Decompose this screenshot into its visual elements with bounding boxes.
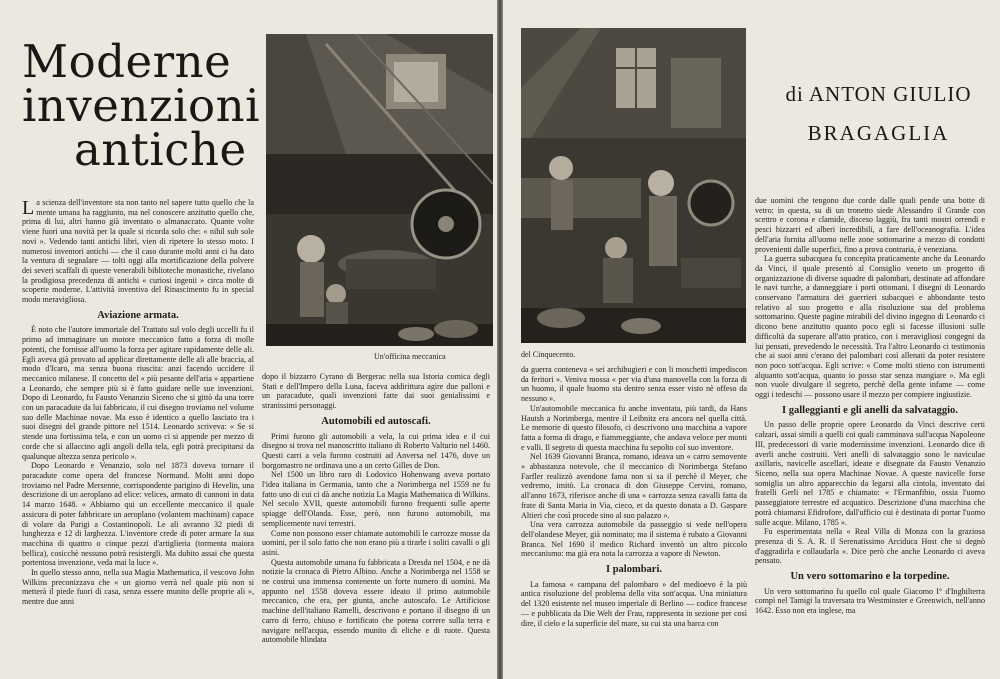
engraving-workshop-right <box>521 28 746 343</box>
text-column-3 <box>521 365 747 676</box>
paragraph: Un passo delle proprie opere Leonardo da Vinci descrive certi calzari, assai simili a quelli coi quali camminava sull'acqua Napoleone III, predecessori di varie modernissime invenzioni. Leonardo dice di averli anche costruiti. Veri anelli di salvataggio sono le naviculae axillaris, navicelle ascellari, ideate e disegnate da Fausto Venanzio Siceno, nella sua opera Machinae Novae. A queste navicelle forse somiglia un altro apparecchio da legarsi alla cintola, inventato dai fratelli Gerli nel 1785 e chiamato: « l'Ermanfibio, ossia l'uomo passeggiatore terrestre ed acquatico. Descrizione d'una macchina che potrà chiamarsi Efidrofore, dall'ufficio cui è destinata di portar l'uomo sulle acque. Milano, 1785 ». <box>755 420 985 527</box>
figure-caption-left: Un'officina meccanica <box>374 352 446 361</box>
left-page <box>0 0 497 679</box>
paragraph: Nel 1500 un libro raro di Lodovico Hohenwang aveva portato l'idea italiana in Germania, tanto che a Norimberga nel 1559 ne fu fatto uno di cui ci dà anche notizia La Magia Mathematica di Wilkins. Nel secolo XVII, queste automobili furono frequenti sulle aperte spiagge dell'Olanda. Esse, però, non furono automobili, ma semplicemente navi terrestri. <box>262 470 490 528</box>
paragraph: Primi furono gli automobili a vela, la cui prima idea e il cui disegno si trova nel manoscritto italiano di Roberto Valturio nel 1460. Questi carri a vela furono costruiti ad Anversa nel 1476, dove un borgomastro ne ordinava uno a un certo Gilles de Don. <box>262 431 490 470</box>
paragraph: a scienza dell'inventore sta non tanto nel sapere tutto quello che la mente umana ha raggiunto, ma nel conoscere anzitutto quello che, prima di lui, altri hanno già inventato o almanaccato. Quante volte viene fuori una novità per la quale si ricorda solo che: « nihil sub sole novi ». Vedendo tanti antichi libri, vien di ripetere lo stesso moto. I numerosi inventori antichi — che il caso durante molti anni ci ha dato la ventura di segnalare — tolti oggi alla mortificazione della polvere dei severi scaffali di queste venerabili biblioteche monastiche, rivelano la prodigiosa precedenza di antichi « curiosi ingenii » circa molte di scoperte moderne. L'attività inventiva del Rinascimento fu in special modo meravigliosa. <box>22 198 254 305</box>
section-heading: I palombari. <box>605 564 662 576</box>
paragraph: Dopo Leonardo e Venanzio, solo nel 1873 doveva tornare il paracadute come opera del francese Normand. Molti anni dopo troviamo nel Padre Mersenne, corrispondente parigino di Hevelin, una descrizione di un aeroplano ad elice: velices, armato di cannoni in data 14 marzo 1648. « Abbiamo qui un eccellente meccanico il quale assicura di poter fabbricare un aeroplano (volantem machinam) capace di volare da Parigi a Costantinopoli. Le ali avranno 32 piedi di lunghezza e 12 di larghezza. L'inventore crede di poter armare la sua macchina di quattro o cinque pezzi d'artiglieria (tormenta maiora bellica), cosicchè nessuno potrà resistergli. Ma dubito assai che questa portentosa invenzione, veda mai la luce ». <box>22 461 254 568</box>
section-heading: I galleggianti e gli anelli da salvataggio. <box>782 404 958 416</box>
article-title <box>22 35 262 176</box>
paragraph: È noto che l'autore immortale del Trattato sul volo degli uccelli fu il primo ad immaginare un motore meccanico fatto a forza di molle potenti, che fornisse all'uomo la forza per agitare rapidamente delle ali. Egli aveva già provato ad applicar direttamente delle ali alle braccia, al modo d'Icaro, ma senza buona riuscita: anzi facendo uccidere il meccanico milanese. Il concetto del « più pesante dell'aria » appartiene a Leonardo, che sempre più si è fatto guidare nelle sue invenzioni. Dopo di Leonardo, fu Fausto Venanzio Siceno che si gittò da una torre con un paracadute da lui fabbricato, il cui disegno troviamo nel volume suo delle Machinae novae. Ma esso è identico a quello lasciato tra i suoi disegni del grande pittore nel 1514. Leonardo scriveva: « Se si stende una fortissima tela, e con un uomo ci si appende per mezzo di corde che si allaccino agli angoli della tela, egli potrà precipitarsi da qualunque altezza senza pericolo ». <box>22 325 254 461</box>
paragraph: Un vero sottomarino fu quello col quale Giacomo I° d'Inghilterra compì nel Tamigi la traversata tra Westminster e Greenwich, nell'anno 1642. Esso non era inglese, ma <box>755 586 985 616</box>
paragraph: Una vera carrozza automobile da passeggio si vede nell'opera dell'olandese Meyer, già nominato; ma il sistema è rubato a Giovanni Branca. Nel 1690 il medico Richard inventò un altro piccolo meccanismo: ma già era nota la carrozza a vapore di Newton. <box>521 520 747 559</box>
paragraph: Nel 1639 Giovanni Branca, romano, ideava un « carro semovente » abbastanza notevole, che il meccanico di Norimberga Stefano Farfler realizzò avendone fama non si sa il perchè il Meyer, che vedremo, imitò. La cronaca di don Giuseppe Cervini, romano, all'anno 1673, riferisce anche di una « carrozza senza cavalli fatta da frate di Santa Maria in Via, cieco, et da questo donata a D. Gaspare Altieri che così procede sino al suo palazzo ». <box>521 452 747 520</box>
author-line-2: BRAGAGLIA <box>807 121 950 145</box>
paragraph: Un'automobile meccanica fu anche inventata, più tardi, da Hans Hautsh a Norimberga, mentre il Leibnitz era ancora nel quella città. Le memorie di questo filosofo, ci descrivono una macchina a vapore fatta a forma di drago, e fiammeggiante, che andava veloce per monti e valli. Il segreto di questa macchina fu sepolto col suo inventore. <box>521 403 747 452</box>
text-column-2 <box>262 372 490 676</box>
text-column-1 <box>22 198 254 676</box>
author-line-1: di ANTON GIULIO <box>785 82 972 106</box>
paragraph: Fu esperimentata nella « Real Villa di Monza con la graziosa presenza di S. A. R. il Serenatissimo Arciduca Host che si degnò d'aggradirla e collaudarla ». Dice però che anche Leonardo ci aveva pensato. <box>755 527 985 566</box>
engraving-workshop-left <box>266 34 493 346</box>
engraving-illustration <box>266 34 493 346</box>
paragraph: Come non possono esser chiamate automobili le carrozze mosse da uomini, per il solo fatto che non erano più a tirarle i soliti cavalli o gli asini. <box>262 528 490 557</box>
text-column-4 <box>755 196 985 676</box>
title-line-3: antiche <box>74 123 247 176</box>
engraving-illustration <box>521 28 746 343</box>
paragraph: La guerra subacquea fu concepita praticamente anche da Leonardo da Vinci, il quale presentò al Consiglio veneto un progetto di organizzazione di diverse squadre di palombari, destinate ad affondare le navi turche, a danneggiare i porti ottomani. I disegni di Leonardo conservano l'armatura dei guerrieri subacquei e abbondante testo relativo al suo progetto e alla risoluzione sua del problema sottomarino. Queste pagine mirabili del divino ingegno di Leonardo ci dicono bene anzitutto quanto poco egli si facesse illusioni sulle difficoltà da superare all'atto pratico, con i meravigliosi congegni da lui pensati, prevedendo le necessità. Tra l'altro Leonardo ci testimonia che ai suoi anni c'erano dei palombari così allenati da poter resistere non poco sott'acqua. Egli scrive: « Come molti stieno con istrumenti alquanto sott'acqua, quanto io posso star senza mangiare ». Ma egli non vuole divulgare il segreto, perchè della gente infame — come oggi i tedeschi — possono usare il mezzo per compiere ingiustizie. <box>755 254 985 400</box>
paragraph: Questa automobile umana fu fabbricata a Dresda nel 1504, e ne dà notizie la cronaca di Pietro Albino. Anche a Norimberga nel 1558 se ne costruì una immensa contenente un forte numero di uomini. Ma appunto nel 1558 doveva essere ideato il primo automobile meccanico, che era, per giunta, anche autoscafo. Le Artificiose machine dell'italiano Ramelli, descrivono e portano il disegno di un carro di ferro, chiuso e fortificato che potева correre sulla terra e navigare nell'acqua, essendo munito di eliche e di ruote. Questa automobile blindata <box>262 557 490 645</box>
paragraph: La famosa « campana del palombaro » del medioevo è la più antica risoluzione del problema della vita sott'acqua. Una miniatura del 1320 esistente nel museo imperiale di Berlino — codice francese — e pubblicata da Die Welt der Frau, rappresenta in sezione per così dire, il cielo e la superficie del mare, su cui sta una barca con <box>521 579 747 628</box>
title-line-2: invenzioni <box>22 79 260 132</box>
section-heading: Aviazione armata. <box>97 309 179 321</box>
section-heading: Un vero sottomarino e la torpedine. <box>790 571 950 583</box>
author-byline <box>771 82 986 146</box>
paragraph: da guerra conteneva « sei archibugieri e con li moschetti impediscon da feritori ». Veniva mossa « per via d'una manovella con la forza di un huomo, il quale huomo sta dentro senza esser visto nè offeso da nessuno ». <box>521 365 747 404</box>
paragraph: due uomini che tengono due corde dalle quali pende una botte di vetro: in questa, su di un tronetto siede Alessandro il Grande con scettro e corona e clamide, disceso laggiù, fra tanti mostri orrendi e pesci bizzarri ed alberi incredibili, a fare dell'oceanografia. L'idea dell'aria fornita all'uomo nelle zone sottomarine a mezzo di condotti provenienti dalle superfici, fino a prova contraria, è veneziana. <box>755 196 985 254</box>
right-page <box>503 0 1000 679</box>
paragraph: dopo il bizzarro Cyrano di Bergerac nella sua Istoria comica degli Stati e dell'Impero della Luna, faceva addirittura agire due palloni e un paracadute, quali invenzioni fatte dai suoi genialissimi e stranissimi personaggi. <box>262 372 490 411</box>
figure-caption-right: del Cinquecento. <box>521 350 576 359</box>
drop-cap: L <box>22 198 35 219</box>
title-line-1: Moderne <box>22 35 232 88</box>
paragraph: In quello stesso anno, nella sua Magia Mathematica, il vescovo John Wilkins preconizzava che « un giorno verrà nel quale più non si metterà il piede fuori di casa, senza essere munito delle proprie ali », mentre due anni <box>22 568 254 607</box>
section-heading: Automobili ed autoscafi. <box>321 415 431 427</box>
